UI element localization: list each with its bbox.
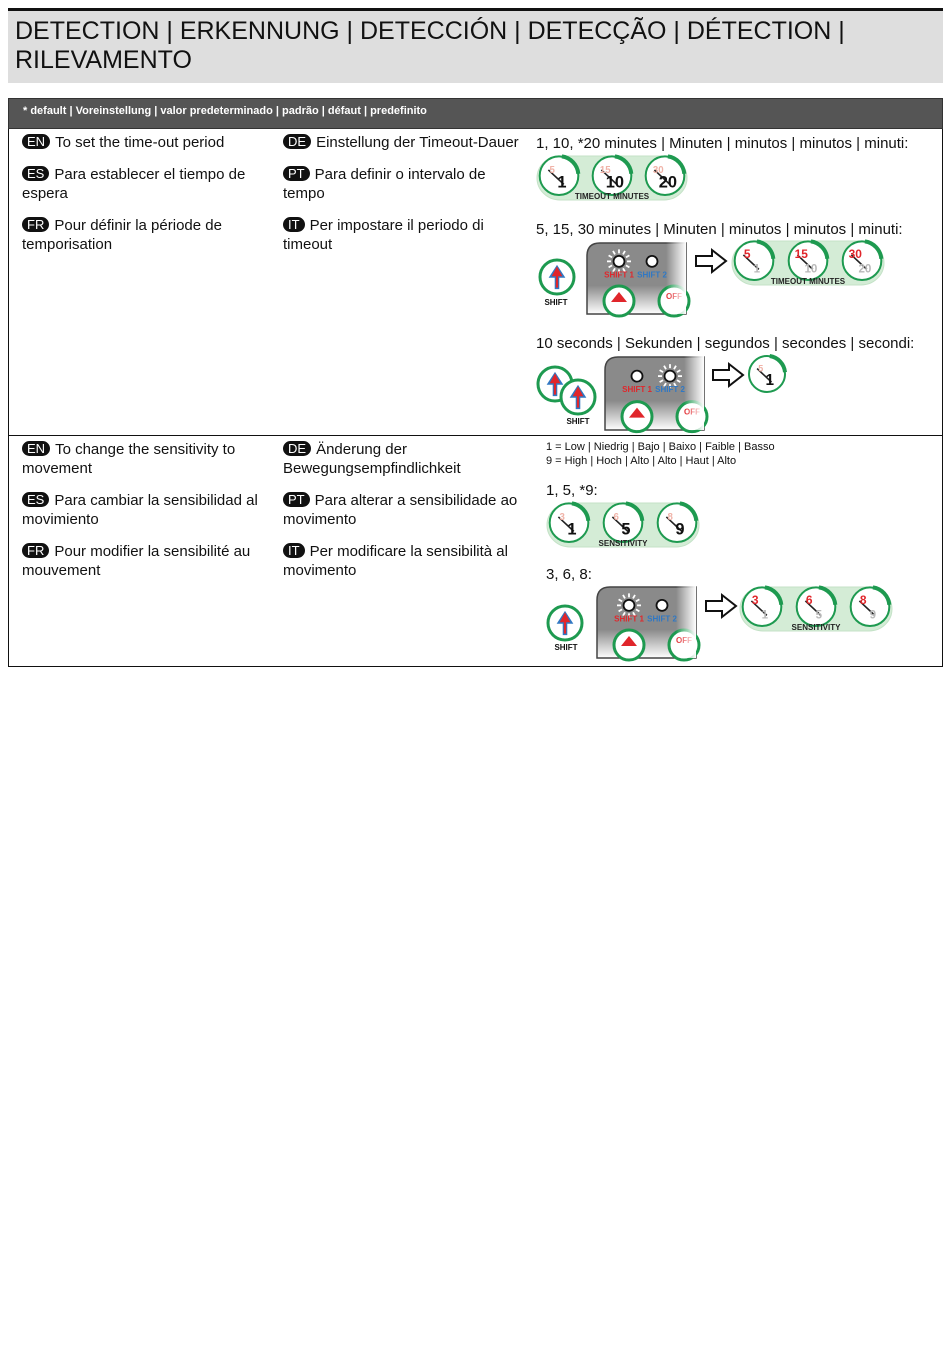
shift-label-b bbox=[558, 415, 598, 427]
dial-top-value: 30 bbox=[652, 164, 664, 176]
timeout-col-2 bbox=[283, 133, 521, 267]
sensitivity-strip-1-0-dial bbox=[550, 503, 589, 542]
page-title: DETECTION | ERKENNUNG | DETECCIÓN | DETECÇÃO | DÉTECTION | RILEVAMENTO bbox=[15, 17, 845, 74]
instruction-text: Per modificare la sensibilità al movimento bbox=[283, 543, 508, 579]
remote-c bbox=[596, 586, 696, 658]
instruction-text: Para cambiar la sensibilidad al movimiento bbox=[22, 492, 258, 528]
dial-main-value: 5 bbox=[815, 609, 823, 622]
sensitivity-legend-high: 9 = High | Hoch | Alto | Alto | Haut | Alto bbox=[546, 455, 737, 467]
instruction-item bbox=[22, 165, 260, 203]
arrow-c bbox=[705, 594, 737, 618]
instruction-text: Änderung der Bewegungsempfindlichkeit bbox=[283, 441, 461, 477]
instruction-item bbox=[283, 133, 521, 152]
instruction-item bbox=[283, 165, 521, 203]
sensitivity-strip-1 bbox=[546, 502, 700, 552]
instruction-item bbox=[22, 491, 260, 529]
timeout-col-1 bbox=[22, 133, 260, 267]
lang-badge: ES bbox=[22, 166, 49, 181]
instruction-item bbox=[22, 216, 260, 254]
lang-badge: ES bbox=[22, 492, 49, 507]
dial-top-value: 5 bbox=[758, 363, 764, 374]
timeout-strip-1-1-dial bbox=[593, 156, 632, 195]
sensitivity-strip-2-0-dial bbox=[743, 587, 782, 626]
instruction-item bbox=[283, 216, 521, 254]
instruction-text: To set the time-out period bbox=[55, 134, 225, 151]
strip-label: SENSITIVITY bbox=[791, 623, 841, 632]
lang-badge: FR bbox=[22, 543, 49, 558]
arrow-right-icon bbox=[696, 250, 726, 272]
lang-badge: EN bbox=[22, 134, 50, 149]
timeout-caption-2: 5, 15, 30 minutes | Minuten | minutos | minutos | minuti: bbox=[536, 221, 903, 238]
instruction-text: Pour modifier la sensibilité au mouvement bbox=[22, 543, 251, 579]
title-band bbox=[8, 11, 943, 83]
instruction-text: Per impostare il periodo di timeout bbox=[283, 217, 484, 253]
instruction-item bbox=[22, 133, 260, 152]
instruction-text: Einstellung der Timeout-Dauer bbox=[316, 134, 519, 151]
default-bar bbox=[8, 98, 943, 129]
default-note: * default | Voreinstellung | valor predeterminado | padrão | défaut | predefinito bbox=[23, 105, 427, 117]
dial-main-value: 1 bbox=[765, 372, 774, 390]
lang-badge: DE bbox=[283, 441, 311, 456]
shift-label-a bbox=[536, 296, 576, 308]
shift-label: SHIFT bbox=[554, 643, 578, 652]
shift-label: SHIFT bbox=[566, 417, 590, 426]
lang-badge: IT bbox=[283, 543, 305, 558]
sensitivity-caption-1: 1, 5, *9: bbox=[546, 482, 598, 499]
dial-top-value: 5 bbox=[743, 246, 751, 261]
instruction-item bbox=[283, 440, 521, 478]
timeout-single-dial bbox=[749, 356, 785, 392]
timeout-strip-2-2-dial bbox=[843, 241, 882, 280]
instruction-item bbox=[283, 491, 521, 529]
lang-badge: EN bbox=[22, 441, 50, 456]
dial-top-value: 5 bbox=[549, 164, 555, 176]
sensitivity-strip-2-2-dial bbox=[851, 587, 890, 626]
dial-top-value: 3 bbox=[559, 511, 565, 523]
arrow-a bbox=[695, 249, 727, 273]
instruction-item bbox=[283, 542, 521, 580]
dial-top-value: 6 bbox=[805, 592, 813, 607]
instruction-item bbox=[22, 542, 260, 580]
remote-fade bbox=[586, 242, 686, 314]
lang-badge: FR bbox=[22, 217, 49, 232]
sensitivity-strip-2 bbox=[739, 586, 893, 636]
arrow-b bbox=[712, 363, 744, 387]
strip-label: SENSITIVITY bbox=[598, 539, 648, 548]
dial-main-value: 1 bbox=[567, 520, 577, 539]
timeout-strip-2-0-dial bbox=[735, 241, 774, 280]
dial-main-value: 9 bbox=[675, 520, 685, 539]
single-dial bbox=[747, 354, 787, 394]
shift-label-c bbox=[546, 641, 586, 653]
dial-main-value: 9 bbox=[869, 609, 877, 622]
dial-main-value: 10 bbox=[804, 263, 818, 276]
sensitivity-strip-1-1-dial bbox=[604, 503, 643, 542]
sensitivity-strip-1-2-dial bbox=[658, 503, 697, 542]
dial-main-value: 1 bbox=[557, 173, 567, 192]
remote-fade bbox=[596, 586, 696, 658]
timeout-strip-1-2-dial bbox=[646, 156, 685, 195]
dial-top-value: 15 bbox=[599, 164, 611, 176]
sensitivity-caption-2: 3, 6, 8: bbox=[546, 566, 592, 583]
lang-badge: PT bbox=[283, 166, 310, 181]
dial-top-value: 3 bbox=[751, 592, 759, 607]
remote-fade bbox=[604, 356, 704, 430]
arrow-right-icon bbox=[713, 364, 743, 386]
dial-top-value: 8 bbox=[667, 511, 673, 523]
lang-badge: PT bbox=[283, 492, 310, 507]
instruction-text: Para alterar a sensibilidade ao movimento bbox=[283, 492, 518, 528]
dial-top-value: 30 bbox=[848, 246, 862, 261]
dial-main-value: 1 bbox=[753, 263, 761, 276]
sensitivity-strip-2-1-dial bbox=[797, 587, 836, 626]
lang-badge: DE bbox=[283, 134, 311, 149]
dial-main-value: 5 bbox=[621, 520, 631, 539]
dial-top-value: 15 bbox=[794, 246, 808, 261]
arrow-right-icon bbox=[706, 595, 736, 617]
timeout-caption-1: 1, 10, *20 minutes | Minuten | minutos | minutos | minuti: bbox=[536, 135, 909, 152]
strip-label: TIMEOUT MINUTES bbox=[574, 192, 650, 201]
timeout-strip-2 bbox=[731, 240, 885, 290]
instruction-item bbox=[22, 440, 260, 478]
sensitivity-col-2 bbox=[283, 440, 521, 593]
strip-label: TIMEOUT MINUTES bbox=[770, 277, 846, 286]
dial-top-value: 8 bbox=[859, 592, 867, 607]
timeout-strip-2-1-dial bbox=[789, 241, 828, 280]
instruction-text: Para definir o intervalo de tempo bbox=[283, 166, 486, 202]
dial-main-value: 20 bbox=[658, 173, 678, 192]
instruction-text: To change the sensitivity to movement bbox=[22, 441, 236, 477]
dial-main-value: 10 bbox=[605, 173, 625, 192]
lang-badge: IT bbox=[283, 217, 305, 232]
instruction-text: Pour définir la période de temporisation bbox=[22, 217, 222, 253]
instruction-text: Para establecer el tiempo de espera bbox=[22, 166, 246, 202]
remote-a bbox=[586, 242, 686, 314]
dial-main-value: 1 bbox=[761, 609, 769, 622]
timeout-caption-3: 10 seconds | Sekunden | segundos | secondes | secondi: bbox=[536, 335, 915, 352]
sensitivity-col-1 bbox=[22, 440, 260, 593]
timeout-strip-1 bbox=[536, 155, 688, 205]
shift-label: SHIFT bbox=[544, 298, 568, 307]
dial-main-value: 20 bbox=[858, 263, 872, 276]
dial-top-value: 6 bbox=[613, 511, 619, 523]
timeout-strip-1-0-dial bbox=[540, 156, 579, 195]
sensitivity-legend-low: 1 = Low | Niedrig | Bajo | Baixo | Faible | Basso bbox=[546, 441, 775, 453]
remote-b bbox=[604, 356, 704, 430]
